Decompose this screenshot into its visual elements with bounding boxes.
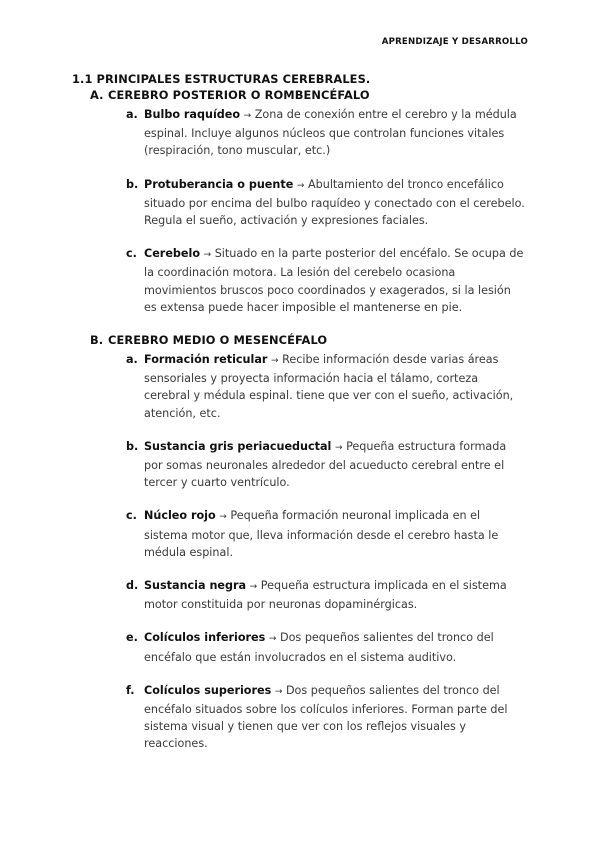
list-marker: e. — [126, 631, 138, 645]
definition: Abultamiento del tronco encefálico situado por encima del bulbo raquídeo y conectado con el cerebelo. Regula el sueño, activación y expresiones faciales. — [144, 177, 525, 228]
term: Formación reticular — [144, 353, 268, 367]
arrow-icon: → — [203, 250, 212, 261]
list-item — [126, 245, 532, 316]
term: Cerebelo — [144, 247, 201, 261]
arrow-icon: → — [243, 111, 252, 121]
list-item — [126, 438, 532, 492]
section-b — [72, 332, 532, 753]
section-letter: A. — [90, 88, 104, 102]
section-letter: B. — [90, 333, 104, 348]
list-item — [126, 577, 532, 613]
section-heading — [90, 332, 532, 348]
list-marker: d. — [126, 579, 139, 593]
document-body — [72, 71, 532, 769]
definition: Situado en la parte posterior del encéfalo. Se ocupa de la coordinación motora. La lesión del cerebelo ocasiona movimientos bruscos poco coordinados y exagerados, si la lesión es extensa puede hacer imposible el mantenerse en pie. — [144, 247, 524, 314]
term: Protuberancia o puente — [144, 177, 294, 191]
arrow-icon: → — [296, 180, 305, 191]
section-a — [72, 87, 532, 316]
term: Sustancia gris periacueductal — [144, 439, 332, 453]
term: Colículos superiores — [144, 683, 272, 697]
arrow-icon: → — [270, 356, 279, 367]
arrow-icon: → — [268, 634, 277, 645]
section-heading — [90, 87, 532, 103]
arrow-icon: → — [219, 512, 227, 523]
list-item-text — [144, 507, 526, 561]
definition: Pequeña estructura implicada en el sistema motor constituida por neuronas dopaminérgicas. — [144, 579, 507, 612]
list-item-text — [144, 245, 526, 316]
list-marker: a. — [126, 108, 138, 121]
list-item-text — [144, 176, 526, 230]
section-heading-text: CEREBRO MEDIO O MESENCÉFALO — [108, 333, 328, 348]
list-item — [126, 629, 532, 665]
term: Núcleo rojo — [144, 509, 216, 523]
list-marker: b. — [126, 177, 139, 191]
list-item — [126, 106, 532, 160]
definition: Dos pequeños salientes del tronco del encéfalo que están involucrados en el sistema auditivo. — [144, 631, 494, 664]
list-item — [126, 176, 532, 230]
section-heading-text: CEREBRO POSTERIOR O ROMBENCÉFALO — [108, 88, 370, 102]
term: Colículos inferiores — [144, 631, 266, 645]
list-item — [126, 507, 532, 561]
definition: Dos pequeños salientes del tronco del encéfalo situados sobre los colículos inferiores. Forman parte del sistema visual y tienen que ver con los reflejos visuales y reacciones. — [144, 683, 508, 751]
list-item-text — [144, 577, 526, 613]
list-marker: a. — [126, 353, 138, 367]
term: Sustancia negra — [144, 579, 247, 593]
list-marker: c. — [126, 509, 137, 523]
running-header: APRENDIZAJE Y DESARROLLO — [381, 37, 528, 47]
list-item — [126, 351, 532, 422]
list-marker: f. — [126, 683, 135, 697]
list-marker: c. — [126, 247, 137, 261]
list-item-text — [144, 682, 526, 753]
list-item — [126, 682, 532, 753]
list-item-text — [144, 106, 526, 160]
arrow-icon: → — [274, 686, 283, 697]
list-item-text — [144, 438, 526, 492]
definition: Pequeña estructura formada por somas neuronales alrededor del acueducto cerebral entre el tercer y cuarto ventrículo. — [144, 439, 507, 490]
list-item-text — [144, 351, 526, 422]
definition: Zona de conexión entre el cerebro y la médula espinal. Incluye algunos núcleos que controlan funciones vitales (respiración, tono muscular, etc.) — [144, 108, 517, 158]
definition: Pequeña formación neuronal implicada en el sistema motor que, lleva información desde el cerebro hasta le médula espinal. — [144, 509, 499, 559]
term: Bulbo raquídeo — [144, 108, 241, 121]
chapter-title: 1.1 PRINCIPALES ESTRUCTURAS CEREBRALES. — [72, 72, 371, 86]
definition: Recibe información desde varias áreas sensoriales y proyecta información hacia el tálamo, corteza cerebral y médula espinal. tiene que ver con el sueño, activación, atención, etc. — [144, 353, 514, 420]
arrow-icon: → — [249, 582, 258, 593]
list-marker: b. — [126, 439, 139, 453]
arrow-icon: → — [334, 442, 343, 453]
list-item-text — [144, 629, 526, 665]
